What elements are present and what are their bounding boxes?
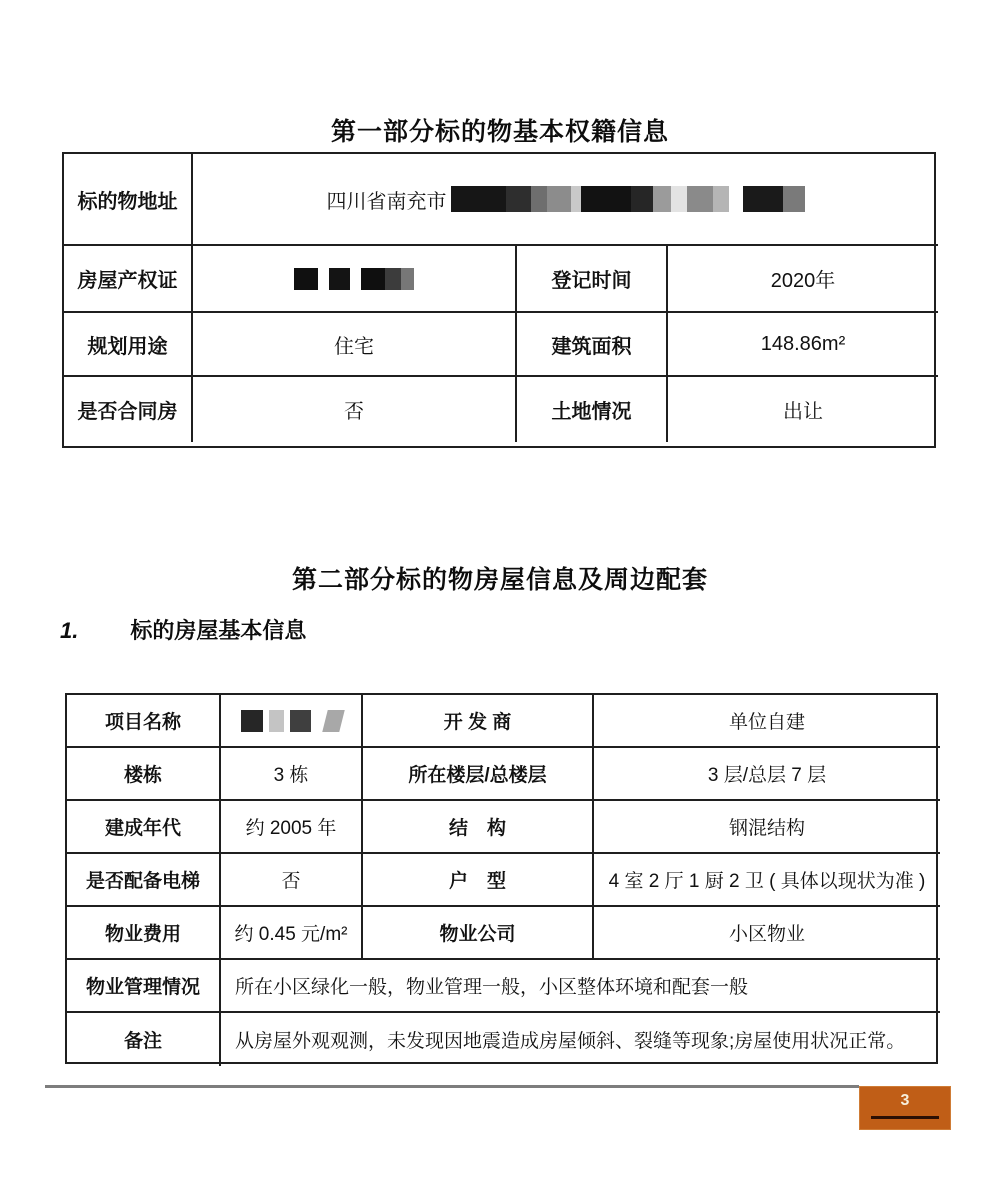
address-value-prefix: 四川省南充市 [326,190,447,213]
property-company-value: 小区物业 [594,907,940,960]
elevator-label: 是否配备电梯 [67,854,221,907]
build-year-label: 建成年代 [67,801,221,854]
building-number-label: 楼栋 [67,748,221,801]
remarks-label: 备注 [67,1013,221,1066]
section1-title: 第一部分标的物基本权籍信息 [330,118,669,146]
management-status-value: 所在小区绿化一般，物业管理一般，小区整体环境和配套一般 [221,960,940,1013]
page-number-underline [871,1116,939,1119]
address-value-cell [193,154,938,246]
cert-value-cell [193,246,517,313]
property-company-label: 物业公司 [363,907,594,960]
remarks-value: 从房屋外观观测，未发现因地震造成房屋倾斜、裂缝等现象;房屋使用状况正常。 [235,1031,906,1052]
developer-label: 开 发 商 [363,695,594,748]
section2-title: 第二部分标的物房屋信息及周边配套 [291,566,708,594]
contract-house-label: 是否合同房 [64,377,193,442]
address-label: 标的物地址 [64,154,193,246]
page-number: 3 [900,1092,910,1109]
planned-use-label: 规划用途 [64,313,193,377]
floor-value: 3 层/总层 7 层 [594,748,940,801]
house-info-table [65,693,938,1064]
developer-value: 单位自建 [594,695,940,748]
registration-time-value: 2020年 [668,246,938,313]
subsection-heading [60,614,760,645]
cert-label: 房屋产权证 [64,246,193,313]
page-number-badge [859,1086,951,1130]
property-fee-label: 物业费用 [67,907,221,960]
subsection-title: 标的房屋基本信息 [130,618,307,643]
layout-label: 户 型 [363,854,594,907]
elevator-value: 否 [221,854,363,907]
structure-label: 结 构 [363,801,594,854]
property-fee-value: 约 0.45 元/m² [221,907,363,960]
redaction-blocks-cert [294,268,414,290]
floor-label: 所在楼层/总楼层 [363,748,594,801]
layout-value: 4 室 2 厅 1 厨 2 卫 ( 具体以现状为准 ) [594,854,940,907]
contract-house-value: 否 [193,377,517,442]
footer-divider [45,1085,859,1088]
land-status-value: 出让 [783,401,823,423]
property-rights-table [62,152,936,448]
registration-time-label: 登记时间 [517,246,668,313]
planned-use-value: 住宅 [193,313,517,377]
redaction-blocks-project [241,710,342,732]
building-area-label: 建筑面积 [517,313,668,377]
structure-value: 钢混结构 [594,801,940,854]
project-name-value-cell [221,695,363,748]
redaction-blocks-address [451,186,805,212]
building-number-value: 3 栋 [221,748,363,801]
build-year-value: 约 2005 年 [221,801,363,854]
building-area-value: 148.86m² [668,313,938,377]
subsection-number: 1. [60,618,79,643]
land-status-label: 土地情况 [517,377,668,442]
management-status-label: 物业管理情况 [67,960,221,1013]
project-name-label: 项目名称 [67,695,221,748]
